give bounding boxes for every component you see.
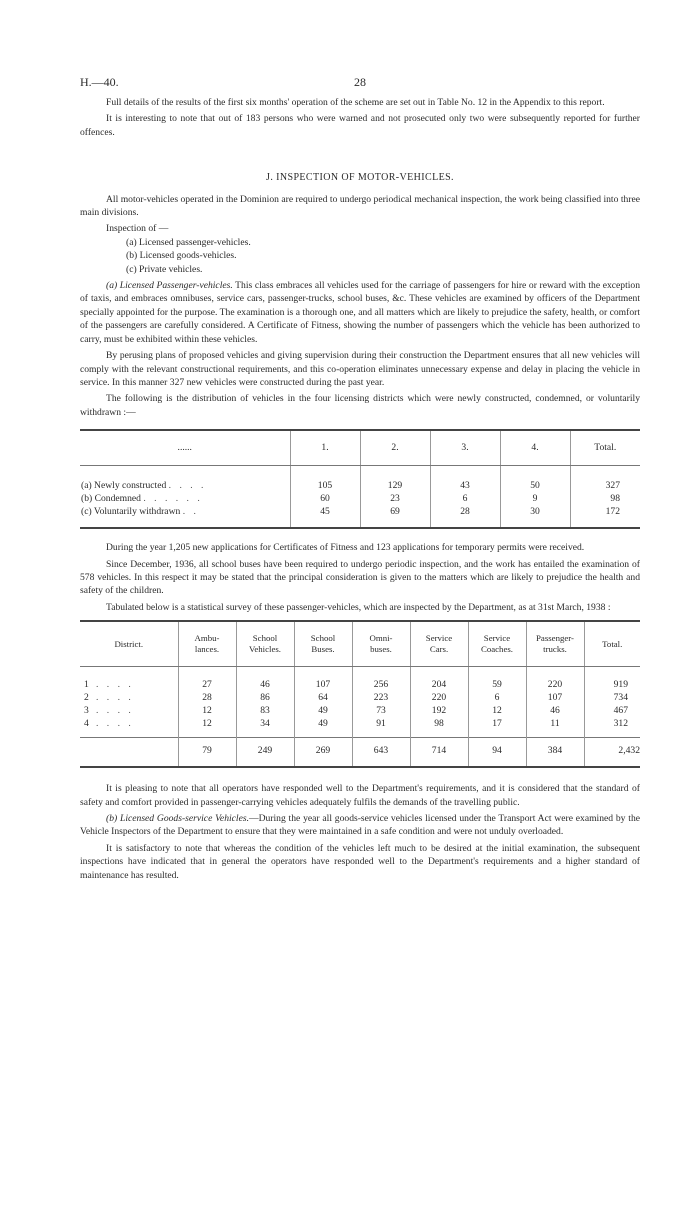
total-cell: 714 — [410, 738, 468, 768]
table-cell: 34 — [236, 717, 294, 738]
table-cell: 6 — [430, 492, 500, 505]
plans-paragraph: By perusing plans of proposed vehicles and giving supervision during their construction the Department ensures that all new vehicles will comply with the relevant constructional requirements, and this co-operation eliminates unnecessary expense and delay in placing the vehicle in service. In this manner 327 new vehicles were constructed during the past year. — [80, 350, 640, 388]
column-header: Total. — [570, 430, 640, 466]
division-item: (b) Licensed goods-vehicles. — [126, 250, 237, 262]
column-header: School Vehicles. — [236, 621, 294, 667]
district-number: 4 — [84, 718, 89, 730]
column-header: 2. — [360, 430, 430, 466]
total-cell: 384 — [526, 738, 584, 768]
table-cell-total: 172 — [570, 505, 640, 528]
table-cell: 220 — [410, 691, 468, 704]
district-number: 2 — [84, 692, 89, 704]
column-header: Service Coaches. — [468, 621, 526, 667]
table-cell: 12 — [468, 704, 526, 717]
table-cell: 28 — [178, 691, 236, 704]
column-header: Ambu- lances. — [178, 621, 236, 667]
total-cell: 269 — [294, 738, 352, 768]
goods-vehicles-text: —During the year all goods-service vehicles licensed under the Transport Act were examined by the Vehicle Inspectors of the Department to ensure that they were maintained in a safe condition and were not unduly overloaded. — [80, 812, 640, 838]
page-number: 28 — [354, 75, 366, 89]
table-cell-total: 467 — [584, 704, 640, 717]
table-cell: 9 — [500, 492, 570, 505]
column-header: District. — [80, 621, 178, 667]
table-cell: 129 — [360, 466, 430, 493]
totals-label-cell — [80, 738, 178, 768]
table-cell-total: 312 — [584, 717, 640, 738]
row-label-cell — [80, 505, 290, 528]
district-cell — [80, 691, 178, 704]
vehicle-distribution-table — [80, 429, 640, 529]
goods-vehicles-paragraph — [80, 812, 640, 839]
table-cell: 83 — [236, 704, 294, 717]
table-cell: 73 — [352, 704, 410, 717]
division-item: (c) Private vehicles. — [126, 263, 203, 275]
table-cell: 107 — [526, 691, 584, 704]
table-corner-cell: ...... — [80, 430, 290, 466]
row-label-cell — [80, 492, 290, 505]
table-cell-total: 919 — [584, 667, 640, 692]
passenger-vehicles-paragraph — [80, 279, 640, 346]
total-cell: 249 — [236, 738, 294, 768]
table-cell: 12 — [178, 717, 236, 738]
distribution-paragraph: The following is the distribution of vehicles in the four licensing districts which were newly constructed, condemned, or voluntarily withdrawn :— — [80, 393, 640, 418]
total-cell: 94 — [468, 738, 526, 768]
leader-dots: . . . . — [96, 705, 134, 717]
column-header: Passenger- trucks. — [526, 621, 584, 667]
pleasing-paragraph: It is pleasing to note that all operators have responded well to the Department's requirements, and it is considered that the standard of safety and comfort provided in passenger-carrying vehicles adequately fulfils the demands of the travelling public. — [80, 783, 640, 808]
table-cell: 45 — [290, 505, 360, 528]
section-paragraph: All motor-vehicles operated in the Dominion are required to undergo periodical mechanical inspection, the work being classified into three main divisions. — [80, 193, 640, 219]
row-label: (b) Condemned — [81, 493, 141, 505]
row-label-cell — [80, 466, 290, 493]
column-header: 3. — [430, 430, 500, 466]
table-cell: 28 — [430, 505, 500, 528]
divisions-list — [106, 222, 640, 276]
table-row — [80, 466, 640, 493]
table-cell: 86 — [236, 691, 294, 704]
district-number: 3 — [84, 705, 89, 717]
table-cell: 12 — [178, 704, 236, 717]
document-page — [80, 76, 640, 885]
table-cell: 50 — [500, 466, 570, 493]
passenger-vehicles-heading: (a) Licensed Passenger-vehicles. — [106, 280, 233, 292]
section-heading: J. INSPECTION OF MOTOR-VEHICLES. — [266, 172, 454, 184]
table-cell: 30 — [500, 505, 570, 528]
table-cell: 256 — [352, 667, 410, 692]
table-cell: 105 — [290, 466, 360, 493]
table-cell: 223 — [352, 691, 410, 704]
leader-dots: . . . . — [96, 679, 134, 691]
table-cell: 46 — [526, 704, 584, 717]
column-header: 4. — [500, 430, 570, 466]
table-row — [80, 691, 640, 704]
column-header: 1. — [290, 430, 360, 466]
column-header: Service Cars. — [410, 621, 468, 667]
table-cell-total: 327 — [570, 466, 640, 493]
table-row — [80, 667, 640, 692]
passenger-vehicle-survey-table — [80, 620, 640, 768]
table-cell: 192 — [410, 704, 468, 717]
table-row — [80, 704, 640, 717]
table-cell: 46 — [236, 667, 294, 692]
column-header: School Buses. — [294, 621, 352, 667]
row-label: (c) Voluntarily withdrawn — [81, 506, 181, 518]
table-cell: 91 — [352, 717, 410, 738]
table-cell: 49 — [294, 704, 352, 717]
column-header: Total. — [584, 621, 640, 667]
goods-vehicles-heading: (b) Licensed Goods-service Vehicles. — [106, 812, 249, 824]
table-row — [80, 505, 640, 528]
table-cell-total: 734 — [584, 691, 640, 704]
page-header — [80, 76, 640, 96]
table-cell: 107 — [294, 667, 352, 692]
total-cell: 79 — [178, 738, 236, 768]
district-cell — [80, 704, 178, 717]
table-cell: 6 — [468, 691, 526, 704]
table-row — [80, 717, 640, 738]
report-reference: H.—40. — [80, 75, 119, 89]
table-cell: 69 — [360, 505, 430, 528]
inspection-of-label: Inspection of — — [106, 223, 169, 235]
table-cell: 27 — [178, 667, 236, 692]
table-cell: 60 — [290, 492, 360, 505]
satisfactory-paragraph: It is satisfactory to note that whereas the condition of the vehicles left much to be desired at the initial examination, the subsequent inspections have indicated that in general the operators have responded well to the Department's requirements and a higher standard of maintenance has resulted. — [80, 842, 640, 881]
applications-paragraph: During the year 1,205 new applications for Certificates of Fitness and 123 applications for temporary permits were received. — [106, 542, 585, 554]
leader-dots: . . . . — [96, 718, 134, 730]
table-cell: 43 — [430, 466, 500, 493]
totals-row — [80, 738, 640, 768]
grand-total-cell: 2,432 — [584, 738, 640, 768]
division-item: (a) Licensed passenger-vehicles. — [126, 236, 251, 248]
table-cell: 17 — [468, 717, 526, 738]
total-cell: 643 — [352, 738, 410, 768]
intro-paragraph: Full details of the results of the first six months' operation of the scheme are set out in Table No. 12 in the Appendix to this report. — [106, 97, 605, 108]
district-number: 1 — [84, 679, 89, 691]
table-cell: 98 — [410, 717, 468, 738]
passenger-vehicles-text: This class embraces all vehicles used for the carriage of passengers for hire or reward with the exception of taxis, and embraces omnibuses, service cars, passenger-trucks, school buses, &c. These vehicles are examined by officers of the Department specially appointed for the purpose. The examination is a thorough one, and all matters which are likely to prejudice the safety, health, or comfort of the passengers are carefully considered. A Certificate of Fitness, showing the number of passengers which the vehicle has been authorized to carry, must be exhibited within these vehicles. — [80, 280, 640, 345]
leader-dots: . . . . — [96, 692, 134, 704]
table-cell: 23 — [360, 492, 430, 505]
row-label: (a) Newly constructed — [81, 480, 167, 492]
district-cell — [80, 667, 178, 692]
tabulated-paragraph: Tabulated below is a statistical survey of these passenger-vehicles, which are inspected by the Department, as at 31st March, 1938 : — [106, 601, 611, 613]
table-cell: 204 — [410, 667, 468, 692]
table-cell: 11 — [526, 717, 584, 738]
leader-dots: . . — [182, 506, 199, 518]
table-cell: 59 — [468, 667, 526, 692]
leader-dots: . . . . — [168, 480, 207, 492]
table-row — [80, 492, 640, 505]
school-buses-paragraph: Since December, 1936, all school buses have been required to undergo periodic inspection, and the work has entailed the examination of 578 vehicles. In this respect it may be stated that the principal consideration is given to the matters which are likely to prejudice the health and safety of the children. — [80, 558, 640, 597]
table-cell: 49 — [294, 717, 352, 738]
table-cell-total: 98 — [570, 492, 640, 505]
leader-dots: . . . . . . — [143, 493, 203, 505]
table-cell: 64 — [294, 691, 352, 704]
column-header: Omni- buses. — [352, 621, 410, 667]
table-cell: 220 — [526, 667, 584, 692]
district-cell — [80, 717, 178, 738]
intro-paragraph: It is interesting to note that out of 183 persons who were warned and not prosecuted only two were subsequently reported for further offences. — [80, 113, 640, 138]
